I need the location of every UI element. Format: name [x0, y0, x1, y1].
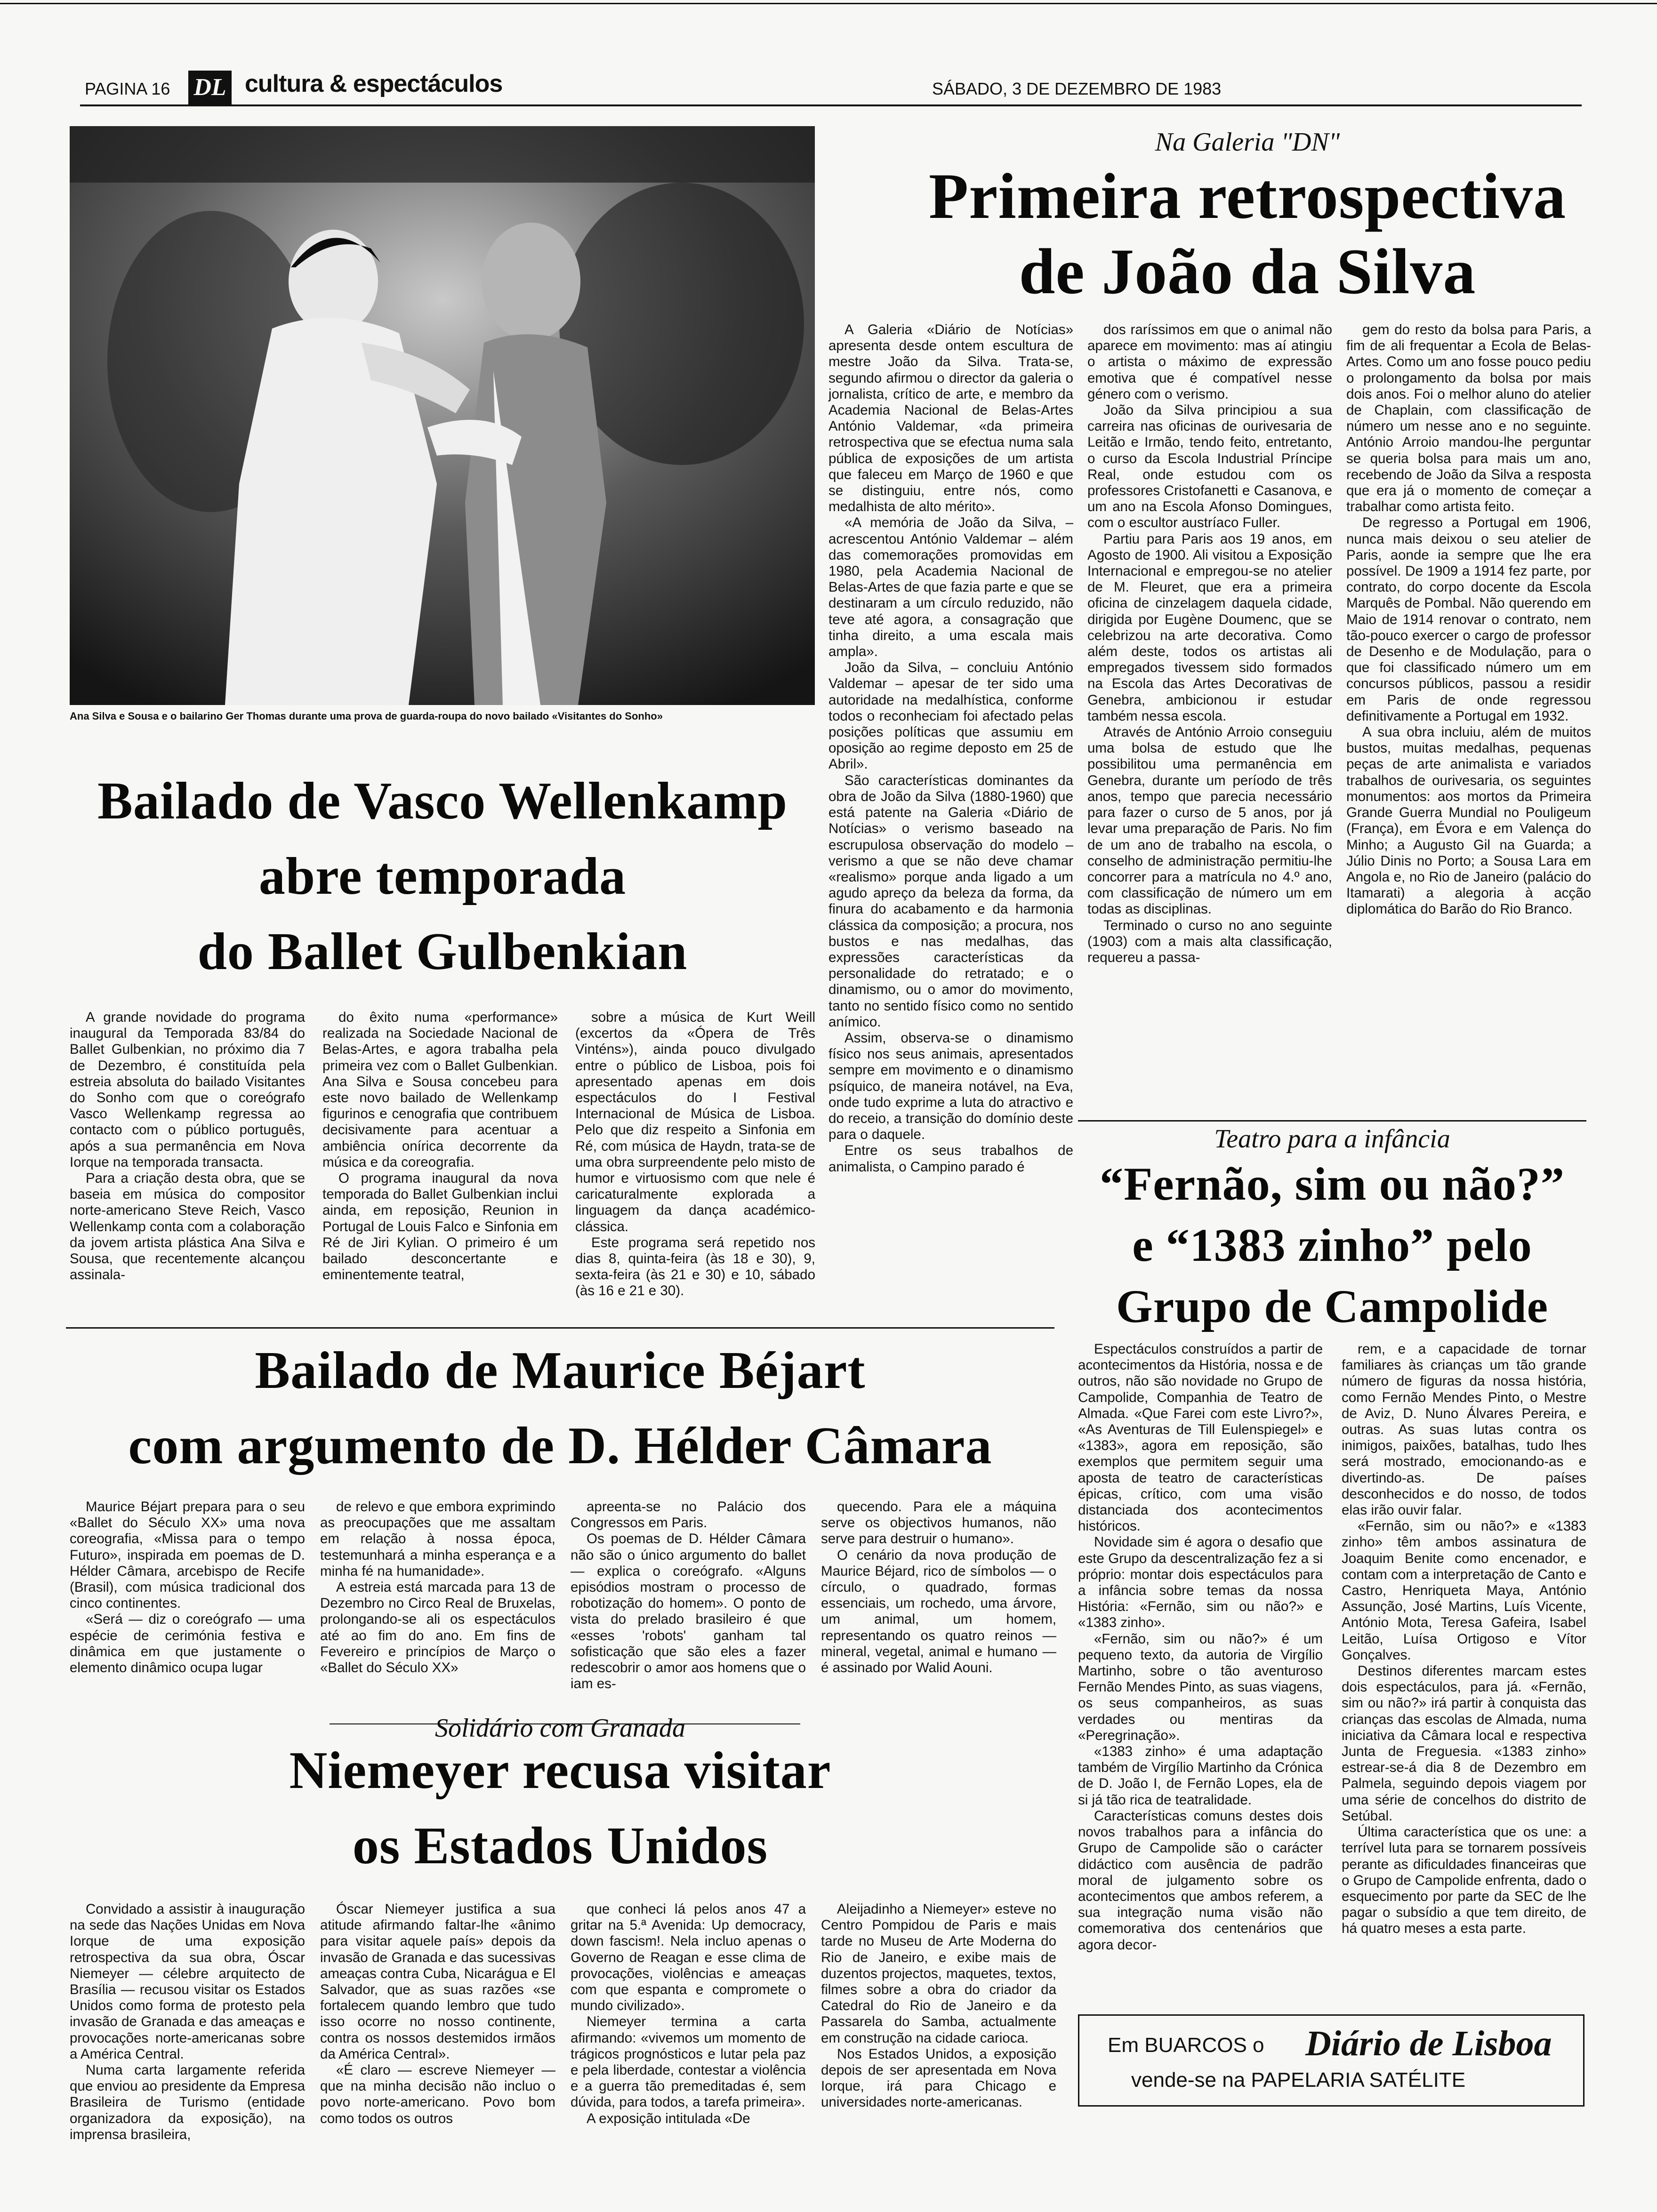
paragraph: A estreia está marcada para 13 de Dezembro no Circo Real de Bruxelas, prolongando-se ali os espectáculos até ao fim do ano. Em fins de Fevereiro e princípios de Março o «Ballet do Século XX»: [320, 1579, 555, 1676]
niemeyer-column-1: [70, 1901, 305, 2143]
bejart-column-4: [821, 1499, 1056, 1676]
niemeyer-headline-line1: Niemeyer recusa visitar: [289, 1741, 831, 1800]
paragraph: «A memória de João da Silva, – acrescentou António Valdemar – além das comemorações promovidas em 1980, pela Academia Nacional de Belas-Artes de que fazia parte e que se destinaram a um círculo reduzido, não teve até agora, a consagração que tinha direito, a uma escala mais ampla».: [828, 515, 1073, 660]
paragraph: de relevo e que embora exprimindo as preocupações que me assaltam em relação à nossa época, testemunhará a minha esperança e a minha fé na humanidade».: [320, 1499, 555, 1579]
page-number: PAGINA 16: [85, 79, 170, 98]
niemeyer-column-3: [571, 1901, 806, 2127]
galeria-column-3: [1346, 322, 1591, 918]
newspaper-logo: DL: [188, 71, 232, 104]
ad-brand-logo: Diário de Lisboa: [1305, 2024, 1552, 2063]
niemeyer-column-4: [821, 1901, 1056, 2111]
ballet-headline-line1: Bailado de Vasco Wellenkamp: [97, 772, 788, 830]
paragraph: rem, e a capacidade de tornar familiares às crianças um tão grande número de figuras da nossa história, como Fernão Mendes Pinto, o Mestre de Aviz, D. Nuno Álvares Pereira, e outras. As suas lutas contra os inimigos, paixões, batalhas, tudo lhes será mostrado, emocionando-as e divertindo-as. De países desconhecidos e do nosso, de todos elas irão ouvir falar.: [1342, 1341, 1586, 1518]
teatro-column-1: [1078, 1341, 1323, 1953]
dancers-photo-illustration: [70, 126, 815, 705]
paragraph: Para a criação desta obra, que se baseia em música do compositor norte-americano Steve Reich, Vasco Wellenkamp conta com a colaboração da jovem artista plástica Ana Silva e Sousa, que recentemente alcançou assinala-: [70, 1170, 305, 1283]
galeria-kicker: Na Galeria "DN": [1155, 128, 1340, 157]
paragraph: A exposição intitulada «De: [587, 2110, 750, 2126]
teatro-column-2: [1342, 1341, 1586, 1937]
paragraph: «Será — diz o coreógrafo — uma espécie de cerimónia festiva e dinâmica em que justamente o elemento dinâmico ocupa lugar: [70, 1611, 305, 1676]
ballet-column-1: [70, 1010, 305, 1283]
paragraph: Última característica que os une: a terrível luta para se tornarem possíveis perante as dificuldades financeiras que o Grupo de Campolide enfrenta, dado o esquecimento por parte da SEC de lhe pagar o subsídio a que tem direito, de há quatro meses a esta parte.: [1342, 1824, 1586, 1937]
paragraph: Os poemas de D. Hélder Câmara não são o único argumento do ballet — explica o coreógrafo. «Alguns episódios mostram o processo de robotização do homem». O ponto de vista do prelado brasileiro é que «esses 'robots' ganham tal sofisticação que são eles a fazer redescobrir o amor aos homens que o iam es-: [571, 1531, 806, 1692]
paragraph: Através de António Arroio conseguiu uma bolsa de estudo que lhe possibilitou uma permanência em Genebra, durante um período de três anos, tempo que parecia necessário para fazer o curso de 5 anos, por já levar uma preparação de Paris. No fim de um ano de trabalho na escola, o conselho de administração permitiu-lhe concorrer para a matrícula no 4.º ano, com classificação de número um em todas as disciplinas.: [1087, 724, 1332, 917]
teatro-top-rule: [1078, 1120, 1586, 1122]
bejart-headline-line2: com argumento de D. Hélder Câmara: [128, 1417, 992, 1475]
paragraph: apreenta-se no Palácio dos Congressos em Paris.: [571, 1499, 806, 1531]
paragraph: Óscar Niemeyer justifica a sua atitude afirmando faltar-lhe «ânimo para visitar aquele país» depois da invasão de Granada e das sucessivas ameaças contra Cuba, Nicarágua e El Salvador, que as suas razões «se fortalecem quando lembro que tudo isso ocorre no nosso continente, contra os nossos destemidos irmãos da América Central».: [320, 1901, 555, 2062]
paragraph: Partiu para Paris aos 19 anos, em Agosto de 1900. Ali visitou a Exposição Internacional e empregou-se no atelier de M. Fleuret, que era a primeira oficina de cinzelagem daquela cidade, dirigida por Eugène Doumenc, que se celebrizou na arte decorativa. Como além deste, todos os artistas ali empregados tivessem sido formados na Escola das Artes Decorativas de Genebra, ambicionou ir estudar também nessa escola.: [1087, 531, 1332, 724]
bejart-column-2: [320, 1499, 555, 1676]
paragraph: O cenário da nova produção de Maurice Béjard, rico de símbolos — o círculo, o quadrado, formas essenciais, um rochedo, uma árvore, um animal, um homem, representando os quatro reinos — mineral, vegetal, animal e humano — é assinado por Walid Aouni.: [821, 1547, 1056, 1676]
teatro-headline-line2: e “1383 zinho” pelo: [1132, 1219, 1532, 1271]
ballet-photo: [70, 126, 815, 705]
paragraph: Numa carta largamente referida que enviou ao presidente da Empresa Brasileira de Turismo (entidade organizadora da exposição), na imprensa brasileira,: [70, 2062, 305, 2142]
paragraph: Nos Estados Unidos, a exposição depois de ser apresentada em Nova Iorque, irá para Chicago e universidades norte-americanas.: [821, 2046, 1056, 2110]
galeria-column-2: [1087, 322, 1332, 966]
teatro-kicker: Teatro para a infância: [1214, 1124, 1450, 1154]
bejart-headline-line1: Bailado de Maurice Béjart: [255, 1341, 866, 1400]
paragraph: Este programa será repetido nos dias 8, quinta-feira (às 18 e 30), 9, sexta-feira (às 21 e 30) e 10, sábado (às 16 e 21 e 30).: [575, 1234, 815, 1299]
bejart-column-1: [70, 1499, 305, 1676]
paragraph: Convidado a assistir à inauguração na sede das Nações Unidas em Nova Iorque de uma exposição retrospectiva da sua obra, Óscar Niemeyer — célebre arquitecto de Brasília — recusou visitar os Estados Unidos como forma de protesto pela invasão de Granada e das ameaças e provocações norte-americanas sobre a América Central.: [70, 1901, 305, 2062]
ad-line2: vende-se na PAPELARIA SATÉLITE: [1131, 2068, 1466, 2092]
paragraph: Espectáculos construídos a partir de acontecimentos da História, nossa e de outros, não são novidade no Grupo de Campolide, Companhia de Teatro de Almada. «Que Farei com este Livro?», «As Aventuras de Till Eulenspiegel» e «1383», agora em reposição, são exemplos que permitem seguir uma aposta de teatro de características épicas, crítico, com uma visão distanciada dos acontecimentos históricos.: [1078, 1341, 1323, 1534]
ad-line1-prefix: Em BUARCOS o: [1108, 2034, 1264, 2057]
paragraph: Assim, observa-se o dinamismo físico nos seus animais, apresentados sempre em movimento e o dinamismo psíquico, de maneira notável, na Eva, onde tudo exprime a luta do atractivo e do receio, a transição do domínio deste para o daquele.: [828, 1030, 1073, 1143]
paragraph: que conheci lá pelos anos 47 a gritar na 5.ª Avenida: Up democracy, down fascism!. Nela incluo apenas o Governo de Reagan e esse clima de provocações, violências e ameaças com que espanta e compromete o mundo civilizado».: [571, 1901, 806, 2014]
section-title: cultura & espectáculos: [245, 70, 503, 97]
advertisement-box: [1078, 2014, 1585, 2107]
paragraph: «1383 zinho» é uma adaptação também de Virgílio Martinho da Crónica de D. João I, de Fernão Lopes, ela de si já tão rica de teatralidade.: [1078, 1744, 1323, 1808]
niemeyer-kicker: Solidário com Granada: [435, 1714, 685, 1743]
paragraph: Destinos diferentes marcam estes dois espectáculos, para já. «Fernão, sim ou não?» irá partir à conquista das crianças das escolas de Almada, numa iniciativa da Câmara local e respectiva Junta de Freguesia. «1383 zinho» estrear-se-á dia 8 de Dezembro em Palmela, seguindo depois viagem por uma série de concelhos do distrito de Setúbal.: [1342, 1663, 1586, 1824]
ballet-headline-line3: do Ballet Gulbenkian: [197, 922, 688, 981]
ballet-column-2: [322, 1010, 558, 1283]
paragraph: A Galeria «Diário de Notícias» apresenta desde ontem escultura de mestre João da Silva. Trata-se, segundo afirmou o director da galeria o jornalista, crítico de arte, e membro da Academia Nacional de Belas-Artes António Valdemar, «da primeira retrospectiva que se efectua numa sala pública de exposições de um artista que faleceu em Março de 1960 e que se distinguiu, entre nós, como medalhista de alto mérito».: [828, 322, 1073, 515]
issue-date: SÁBADO, 3 DE DEZEMBRO DE 1983: [932, 79, 1222, 98]
paragraph: quecendo. Para ele a máquina serve os objectivos humanos, não serve para destruir o humano».: [821, 1499, 1056, 1547]
paragraph: sobre a música de Kurt Weill (excertos da «Ópera de Três Vinténs»), ainda pouco divulgado entre o público de Lisboa, pois foi apresentado apenas em dois espectáculos do I Festival Internacional de Música de Lisboa. Pelo que diz respeito a Sinfonia em Ré, com música de Haydn, trata-se de uma obra surpreendente pelo misto de humor e virtuosismo com que nele é caricaturalmente explorada a linguagem da dança académico-clássica.: [575, 1010, 815, 1234]
paragraph: Niemeyer termina a carta afirmando: «vivemos um momento de trágicos prognósticos e lutar pela paz e pela liberdade, contestar a violência e a guerra tão premeditadas é, sem dúvida, para todos, a tarefa primeira».: [571, 2014, 806, 2110]
niemeyer-headline-line2: os Estados Unidos: [352, 1817, 768, 1875]
paragraph: João da Silva, – concluiu António Valdemar – apesar de ter sido uma autoridade na medalhística, conforme todos o reconheciam foi afectado pelas posições políticas que assumiu em oposição ao regime deposto em 25 de Abril».: [828, 660, 1073, 772]
paragraph: De regresso a Portugal em 1906, nunca mais deixou o seu atelier de Paris, aonde ia sempre que lhe era possível. De 1909 a 1914 fez parte, por contrato, do corpo docente da Escola Marquês de Pombal. Não querendo em Maio de 1914 renovar o contrato, nem tão-pouco exercer o cargo de professor de Desenho e de Modulação, para o que foi classificado número um em concursos públicos, passou a residir em Paris de onde regressou definitivamente a Portugal em 1932.: [1346, 515, 1591, 724]
paragraph: do êxito numa «performance» realizada na Sociedade Nacional de Belas-Artes, e agora trabalha pela primeira vez com o Ballet Gulbenkian. Ana Silva e Sousa concebeu para este novo bailado de Wellenkamp figurinos e cenografia que contribuem decisivamente para acentuar a ambiência onírica decorrente da música e da coreografia.: [322, 1010, 558, 1170]
paragraph: João da Silva principiou a sua carreira nas oficinas de ourivesaria de Leitão e Irmão, tendo feito, entretanto, o curso da Escola Industrial Príncipe Real, onde estudou com os professores Cristofanetti e Casanova, e um ano na Escola Afonso Domingues, com o escultor austríaco Fuller.: [1087, 402, 1332, 531]
ballet-column-3: [575, 1010, 815, 1299]
paragraph: gem do resto da bolsa para Paris, a fim de ali frequentar a Ecola de Belas-Artes. Como um ano fosse pouco pediu o prolongamento da bolsa por mais dois anos. Foi o melhor aluno do atelier de Chaplain, com classificação de número um nesse ano e no seguinte. António Arroio mandou-lhe perguntar se queria bolsa para mais um ano, recebendo de João da Silva a resposta que era já o momento de começar a trabalhar como artista feito.: [1346, 322, 1591, 515]
galeria-headline-line2: de João da Silva: [1019, 235, 1476, 307]
section-divider: [66, 1327, 1054, 1329]
paragraph: Aleijadinho a Niemeyer» esteve no Centro Pompidou de Paris e mais tarde no Museu de Arte Moderna do Rio de Janeiro, e exibe mais de duzentos projectos, maquetes, textos, filmes sobre a obra do criador da Catedral do Rio de Janeiro e da Passarela do Samba, actualmente em construção na cidade carioca.: [821, 1901, 1056, 2046]
niemeyer-column-2: [320, 1901, 555, 2127]
teatro-headline-line3: Grupo de Campolide: [1116, 1280, 1549, 1332]
paragraph: Novidade sim é agora o desafio que este Grupo da descentralização fez a si próprio: montar dois espectáculos para a infância sobre temas da nossa História: «Fernão, sim ou não?» e «1383 zinho».: [1078, 1534, 1323, 1631]
paragraph: Maurice Béjart prepara para o seu «Ballet do Século XX» uma nova coreografia, «Missa para o tempo Futuro», inspirada em poemas de D. Hélder Câmara, arcebispo de Recife (Brasil), com música tradicional dos cinco continentes.: [70, 1499, 305, 1611]
paragraph: A grande novidade do programa inaugural da Temporada 83/84 do Ballet Gulbenkian, no próximo dia 7 de Dezembro, é constituída pela estreia absoluta do bailado Visitantes do Sonho com que o coreógrafo Vasco Wellenkamp regressa ao contacto com o público português, após a sua permanência em Nova Iorque na temporada transacta.: [70, 1010, 305, 1170]
paragraph: «Fernão, sim ou não?» e «1383 zinho» têm ambos assinatura de Joaquim Benite como encenador, e contam com a interpretação de Canto e Castro, Henriqueta Maya, António Assunção, José Martins, Luís Vicente, António Mota, Teresa Gafeira, Isabel Leitão, Luísa Ortigoso e Vítor Gonçalves.: [1342, 1518, 1586, 1663]
top-edge-rule: [0, 3, 1657, 4]
galeria-headline-line1: Primeira retrospectiva: [928, 160, 1567, 232]
paragraph: Entre os seus trabalhos de animalista, o Campino parado é: [828, 1143, 1073, 1175]
ballet-headline-line2: abre temporada: [258, 847, 627, 906]
paragraph: dos raríssimos em que o animal não aparece em movimento: mas aí atingiu o artista o máximo de expressão emotiva que é compatível nesse género com o verismo.: [1087, 322, 1332, 402]
galeria-column-1: [828, 322, 1073, 1175]
paragraph: «É claro — escreve Niemeyer — que na minha decisão não incluo o povo norte-americano. Povo bom como todos os outros: [320, 2062, 555, 2126]
paragraph: Terminado o curso no ano seguinte (1903) com a mais alta classificação, requereu a passa-: [1087, 917, 1332, 965]
paragraph: Características comuns destes dois novos trabalhos para a infância do Grupo de Campolide são o carácter didáctico com ausência de padrão moral de julgamento sobre os acontecimentos que ambos referem, a sua integração numa visão não comemorativa dos centenários que agora decor-: [1078, 1808, 1323, 1953]
header-rule: [80, 104, 1582, 106]
teatro-headline-line1: “Fernão, sim ou não?”: [1100, 1158, 1565, 1210]
paragraph: São características dominantes da obra de João da Silva (1880-1960) que está patente na Galeria «Diário de Notícias» o verismo baseado na escrupulosa observação do modelo – verismo a que se não deve chamar «realismo» porque anda ligado a um agudo apreço da beleza da forma, da finura do acabamento e da harmonia clássica da composição; a procura, nos bustos e nas medalhas, das expressões características da personalidade do retratado; e o dinamismo, ou o amor do movimento, tanto no sentido físico como no sentido anímico.: [828, 772, 1073, 1030]
paragraph: O programa inaugural da nova temporada do Ballet Gulbenkian inclui ainda, em reposição, Reunion in Portugal de Louis Falco e Sinfonia em Ré de Jiri Kylian. O primeiro é um bailado desconcertante e eminentemente teatral,: [322, 1170, 558, 1283]
photo-caption: Ana Silva e Sousa e o bailarino Ger Thomas durante uma prova de guarda-roupa do novo bailado «Visitantes do Sonho»: [70, 710, 663, 722]
paragraph: «Fernão, sim ou não?» é um pequeno texto, da autoria de Virgílio Martinho, sobre o tão aventuroso Fernão Mendes Pinto, as suas viagens, os seus companheiros, as suas verdades ou mentiras da «Peregrinação».: [1078, 1631, 1323, 1743]
paragraph: A sua obra incluiu, além de muitos bustos, muitas medalhas, pequenas peças de arte animalista e variados trabalhos de ourivesaria, os seguintes monumentos: aos mortos da Primeira Grande Guerra Mundial no Pouligeum (França), em Évora e em Valença do Minho; a Augusto Gil na Guarda; a Júlio Dinis no Porto; a Sousa Lara em Angola e, no Rio de Janeiro (palácio do Itamarati) a alegoria à acção diplomática do Barão do Rio Branco.: [1346, 724, 1591, 917]
bejart-column-3: [571, 1499, 806, 1692]
